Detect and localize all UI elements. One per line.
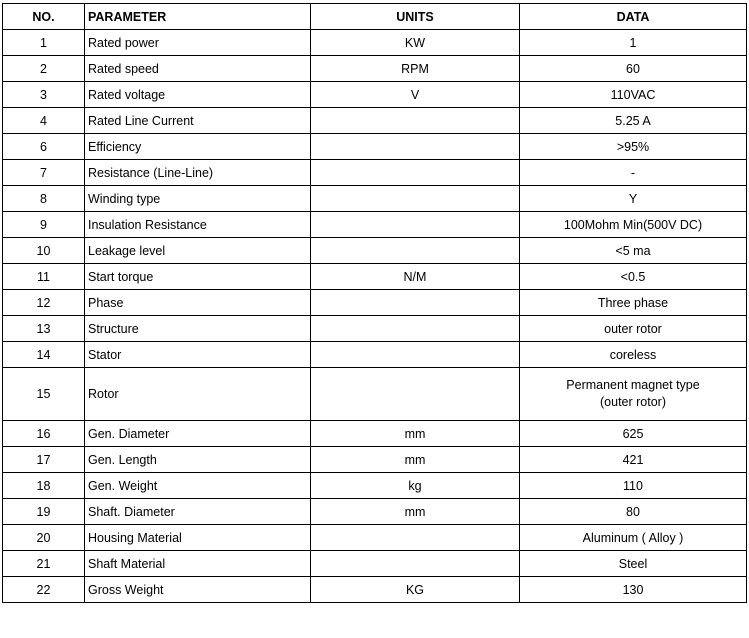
- data-cell: <0.5: [520, 264, 747, 290]
- data-cell: 130: [520, 577, 747, 603]
- units-cell: [311, 238, 520, 264]
- row-number: 4: [3, 108, 85, 134]
- row-number: 13: [3, 316, 85, 342]
- row-number: 1: [3, 30, 85, 56]
- row-number: 15: [3, 368, 85, 421]
- table-row: [3, 577, 747, 603]
- units-cell: [311, 186, 520, 212]
- data-cell: 100Mohm Min(500V DC): [520, 212, 747, 238]
- units-cell: RPM: [311, 56, 520, 82]
- units-cell: [311, 134, 520, 160]
- row-number: 22: [3, 577, 85, 603]
- table-row: [3, 342, 747, 368]
- units-cell: [311, 525, 520, 551]
- data-cell: 110VAC: [520, 82, 747, 108]
- data-cell: >95%: [520, 134, 747, 160]
- table-row: [3, 290, 747, 316]
- row-number: 3: [3, 82, 85, 108]
- parameter-cell: Housing Material: [85, 525, 311, 551]
- data-cell: 110: [520, 473, 747, 499]
- parameter-cell: Winding type: [85, 186, 311, 212]
- table-row: [3, 525, 747, 551]
- parameter-cell: Phase: [85, 290, 311, 316]
- parameter-cell: Rated voltage: [85, 82, 311, 108]
- table-row: [3, 160, 747, 186]
- header-no: NO.: [3, 4, 85, 30]
- header-units: UNITS: [311, 4, 520, 30]
- parameter-cell: Rated power: [85, 30, 311, 56]
- parameter-cell: Shaft Material: [85, 551, 311, 577]
- data-line-1: Permanent magnet type: [566, 378, 700, 392]
- table-body: [3, 30, 747, 603]
- data-cell: Y: [520, 186, 747, 212]
- units-cell: [311, 160, 520, 186]
- data-cell: coreless: [520, 342, 747, 368]
- spec-table: [2, 3, 747, 603]
- table-row: [3, 238, 747, 264]
- header-parameter: PARAMETER: [85, 4, 311, 30]
- row-number: 10: [3, 238, 85, 264]
- units-cell: KW: [311, 30, 520, 56]
- row-number: 18: [3, 473, 85, 499]
- row-number: 19: [3, 499, 85, 525]
- data-cell: 421: [520, 447, 747, 473]
- row-number: 16: [3, 421, 85, 447]
- table-row: [3, 212, 747, 238]
- parameter-cell: Gen. Weight: [85, 473, 311, 499]
- row-number: 20: [3, 525, 85, 551]
- parameter-cell: Gross Weight: [85, 577, 311, 603]
- data-cell: 80: [520, 499, 747, 525]
- units-cell: mm: [311, 421, 520, 447]
- units-cell: [311, 342, 520, 368]
- header-data: DATA: [520, 4, 747, 30]
- table-row: [3, 368, 747, 421]
- row-number: 9: [3, 212, 85, 238]
- table-row: [3, 30, 747, 56]
- units-cell: [311, 212, 520, 238]
- units-cell: [311, 290, 520, 316]
- row-number: 14: [3, 342, 85, 368]
- table-row: [3, 56, 747, 82]
- data-cell: <5 ma: [520, 238, 747, 264]
- table-row: [3, 421, 747, 447]
- parameter-cell: Rotor: [85, 368, 311, 421]
- parameter-cell: Insulation Resistance: [85, 212, 311, 238]
- units-cell: [311, 368, 520, 421]
- parameter-cell: Leakage level: [85, 238, 311, 264]
- row-number: 2: [3, 56, 85, 82]
- table-row: [3, 447, 747, 473]
- row-number: 7: [3, 160, 85, 186]
- units-cell: [311, 551, 520, 577]
- units-cell: mm: [311, 447, 520, 473]
- table-row: [3, 82, 747, 108]
- data-cell: [520, 368, 747, 421]
- data-cell: 1: [520, 30, 747, 56]
- parameter-cell: Stator: [85, 342, 311, 368]
- row-number: 12: [3, 290, 85, 316]
- data-cell: Aluminum ( Alloy ): [520, 525, 747, 551]
- table-row: [3, 499, 747, 525]
- units-cell: KG: [311, 577, 520, 603]
- table-row: [3, 316, 747, 342]
- parameter-cell: Efficiency: [85, 134, 311, 160]
- table-row: [3, 134, 747, 160]
- units-cell: N/M: [311, 264, 520, 290]
- data-cell: 625: [520, 421, 747, 447]
- units-cell: [311, 108, 520, 134]
- row-number: 6: [3, 134, 85, 160]
- row-number: 8: [3, 186, 85, 212]
- data-line-2: (outer rotor): [600, 395, 666, 409]
- parameter-cell: Gen. Diameter: [85, 421, 311, 447]
- table-row: [3, 473, 747, 499]
- data-cell: outer rotor: [520, 316, 747, 342]
- units-cell: [311, 316, 520, 342]
- parameter-cell: Rated Line Current: [85, 108, 311, 134]
- units-cell: kg: [311, 473, 520, 499]
- table-row: [3, 186, 747, 212]
- row-number: 17: [3, 447, 85, 473]
- table-row: [3, 108, 747, 134]
- parameter-cell: Gen. Length: [85, 447, 311, 473]
- row-number: 21: [3, 551, 85, 577]
- table-row: [3, 264, 747, 290]
- units-cell: mm: [311, 499, 520, 525]
- data-cell: Three phase: [520, 290, 747, 316]
- units-cell: V: [311, 82, 520, 108]
- parameter-cell: Resistance (Line-Line): [85, 160, 311, 186]
- parameter-cell: Start torque: [85, 264, 311, 290]
- row-number: 11: [3, 264, 85, 290]
- data-cell: 60: [520, 56, 747, 82]
- data-cell: 5.25 A: [520, 108, 747, 134]
- parameter-cell: Structure: [85, 316, 311, 342]
- parameter-cell: Rated speed: [85, 56, 311, 82]
- data-cell: -: [520, 160, 747, 186]
- parameter-cell: Shaft. Diameter: [85, 499, 311, 525]
- table-row: [3, 551, 747, 577]
- header-row: [3, 4, 747, 30]
- data-cell: Steel: [520, 551, 747, 577]
